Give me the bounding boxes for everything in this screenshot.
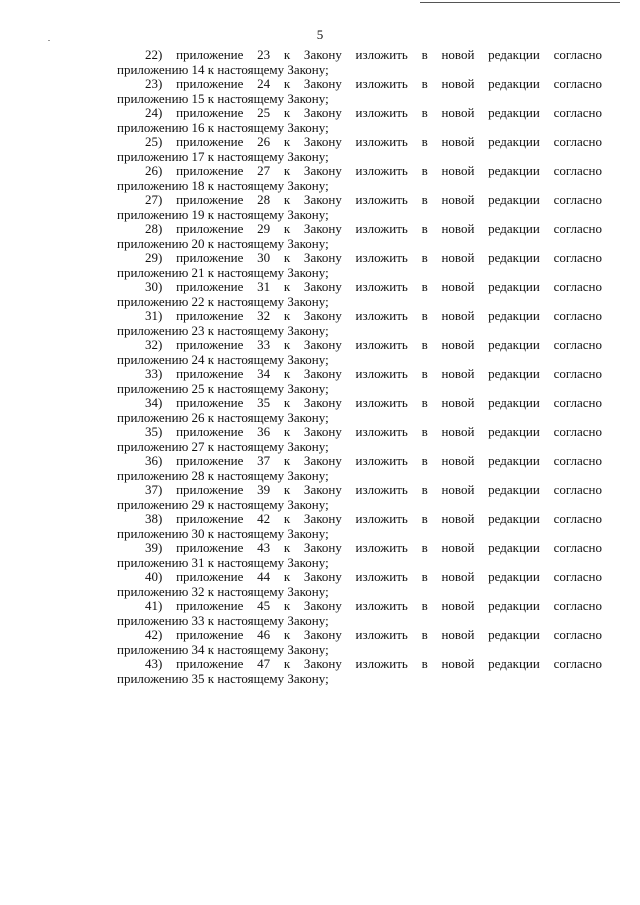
amendment-item (117, 483, 602, 512)
amendment-item-second-line: приложению 26 к настоящему Закону; (117, 409, 329, 425)
amendment-item-first-line: 38) приложение 42 к Закону изложить в новой редакции согласно (145, 511, 602, 526)
amendment-item (117, 251, 602, 280)
amendment-item-second-line: приложению 35 к настоящему Закону; (117, 670, 329, 686)
top-edge-rule (420, 2, 620, 3)
amendment-item (117, 541, 602, 570)
amendment-item (117, 425, 602, 454)
amendment-item-first-line: 33) приложение 34 к Закону изложить в новой редакции согласно (145, 366, 602, 381)
amendment-item-first-line: 42) приложение 46 к Закону изложить в новой редакции согласно (145, 627, 602, 642)
amendment-item (117, 628, 602, 657)
amendment-item-first-line: 26) приложение 27 к Закону изложить в новой редакции согласно (145, 163, 602, 178)
amendment-item-second-line: приложению 31 к настоящему Закону; (117, 554, 329, 570)
amendment-item-second-line: приложению 34 к настоящему Закону; (117, 641, 329, 657)
amendment-item-first-line: 34) приложение 35 к Закону изложить в новой редакции согласно (145, 395, 602, 410)
amendment-item-second-line: приложению 29 к настоящему Закону; (117, 496, 329, 512)
amendment-item-first-line: 30) приложение 31 к Закону изложить в новой редакции согласно (145, 279, 602, 294)
amendment-item-second-line: приложению 17 к настоящему Закону; (117, 148, 329, 164)
amendment-item (117, 657, 602, 686)
amendment-item-first-line: 40) приложение 44 к Закону изложить в новой редакции согласно (145, 569, 602, 584)
amendment-item-second-line: приложению 28 к настоящему Закону; (117, 467, 329, 483)
amendment-item-first-line: 37) приложение 39 к Закону изложить в новой редакции согласно (145, 482, 602, 497)
amendment-item-first-line: 36) приложение 37 к Закону изложить в новой редакции согласно (145, 453, 602, 468)
amendment-item-second-line: приложению 16 к настоящему Закону; (117, 119, 329, 135)
amendment-item-first-line: 31) приложение 32 к Закону изложить в новой редакции согласно (145, 308, 602, 323)
amendment-item (117, 599, 602, 628)
amendment-item-second-line: приложению 25 к настоящему Закону; (117, 380, 329, 396)
amendment-item-second-line: приложению 14 к настоящему Закону; (117, 61, 329, 77)
amendment-item (117, 309, 602, 338)
amendment-item-second-line: приложению 22 к настоящему Закону; (117, 293, 329, 309)
amendment-item (117, 222, 602, 251)
amendment-item (117, 106, 602, 135)
amendment-item-first-line: 22) приложение 23 к Закону изложить в новой редакции согласно (145, 47, 602, 62)
amendment-item (117, 367, 602, 396)
page-number: 5 (316, 27, 324, 42)
amendment-item (117, 396, 602, 425)
amendment-item-first-line: 39) приложение 43 к Закону изложить в новой редакции согласно (145, 540, 602, 555)
amendment-item-first-line: 27) приложение 28 к Закону изложить в новой редакции согласно (145, 192, 602, 207)
amendment-item-second-line: приложению 20 к настоящему Закону; (117, 235, 329, 251)
amendment-item-first-line: 41) приложение 45 к Закону изложить в новой редакции согласно (145, 598, 602, 613)
amendment-item (117, 164, 602, 193)
amendment-item-second-line: приложению 32 к настоящему Закону; (117, 583, 329, 599)
amendment-item-first-line: 35) приложение 36 к Закону изложить в новой редакции согласно (145, 424, 602, 439)
amendment-item-first-line: 25) приложение 26 к Закону изложить в новой редакции согласно (145, 134, 602, 149)
amendment-item (117, 77, 602, 106)
amendment-item-first-line: 28) приложение 29 к Закону изложить в новой редакции согласно (145, 221, 602, 236)
amendment-item-second-line: приложению 21 к настоящему Закону; (117, 264, 329, 280)
amendment-item-first-line: 29) приложение 30 к Закону изложить в новой редакции согласно (145, 250, 602, 265)
amendment-item (117, 280, 602, 309)
amendment-item-first-line: 43) приложение 47 к Закону изложить в новой редакции согласно (145, 656, 602, 671)
amendment-item-first-line: 32) приложение 33 к Закону изложить в новой редакции согласно (145, 337, 602, 352)
amendment-item (117, 135, 602, 164)
amendment-item-second-line: приложению 15 к настоящему Закону; (117, 90, 329, 106)
amendment-item-second-line: приложению 18 к настоящему Закону; (117, 177, 329, 193)
amendment-item (117, 454, 602, 483)
amendment-item-second-line: приложению 33 к настоящему Закону; (117, 612, 329, 628)
amendment-item-first-line: 24) приложение 25 к Закону изложить в новой редакции согласно (145, 105, 602, 120)
amendment-item-second-line: приложению 24 к настоящему Закону; (117, 351, 329, 367)
amendment-item-second-line: приложению 27 к настоящему Закону; (117, 438, 329, 454)
amendment-item-second-line: приложению 30 к настоящему Закону; (117, 525, 329, 541)
amendment-item (117, 48, 602, 77)
amendment-item-second-line: приложению 23 к настоящему Закону; (117, 322, 329, 338)
amendment-item (117, 338, 602, 367)
amendment-item (117, 512, 602, 541)
amendment-item-second-line: приложению 19 к настоящему Закону; (117, 206, 329, 222)
amendment-item (117, 570, 602, 599)
document-body (117, 48, 602, 686)
amendment-item (117, 193, 602, 222)
amendment-item-first-line: 23) приложение 24 к Закону изложить в новой редакции согласно (145, 76, 602, 91)
